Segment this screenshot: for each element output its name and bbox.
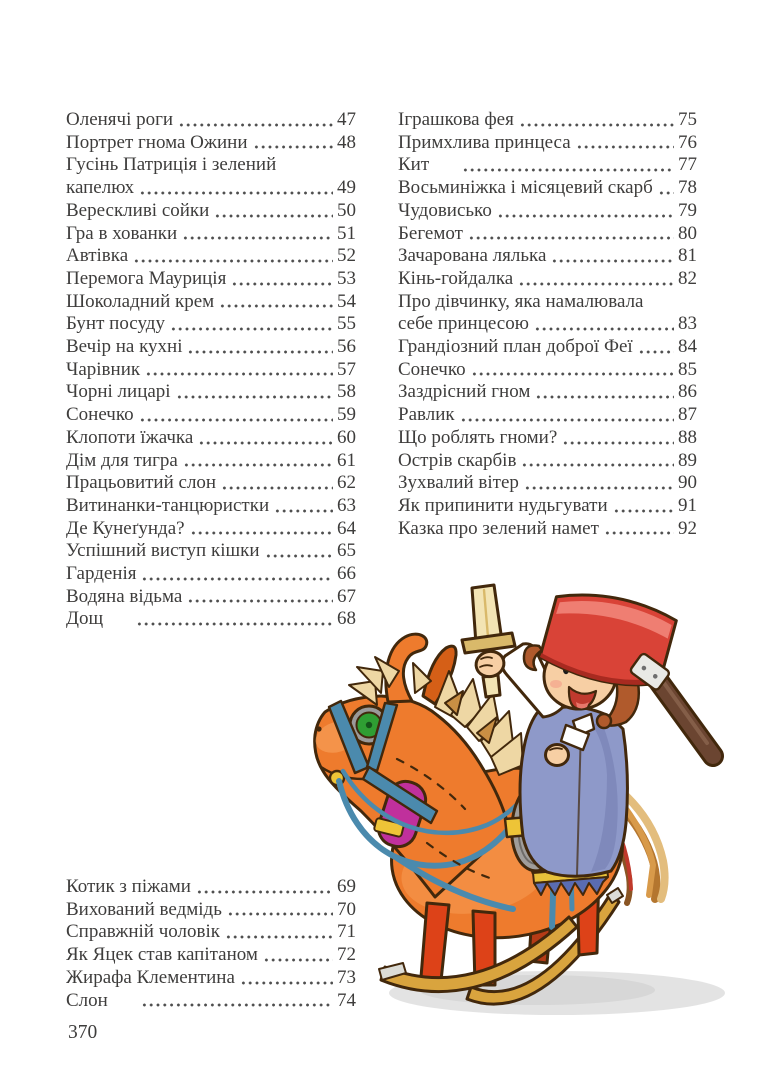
dot-leader xyxy=(551,258,674,264)
toc-entry-page: 71 xyxy=(337,921,356,943)
toc-entry-page: 56 xyxy=(337,336,356,358)
toc-entry-title: Заздрісний гном xyxy=(398,381,531,403)
toc-entry xyxy=(66,359,356,382)
toc-entry-title: Портрет гнома Ожини xyxy=(66,131,248,153)
toc-entry xyxy=(66,291,356,314)
dot-leader xyxy=(562,440,674,446)
toc-entry xyxy=(66,450,356,473)
toc-entry xyxy=(398,336,697,359)
wooden-sword-grip xyxy=(483,675,500,697)
toc-entry-title: Сонечко xyxy=(66,404,134,426)
toc-entry xyxy=(398,381,697,404)
toc-entry-page: 64 xyxy=(337,517,356,539)
dot-leader xyxy=(576,144,674,150)
toc-entry-page: 53 xyxy=(337,267,356,289)
toc-entry-page: 67 xyxy=(337,585,356,607)
dot-leader xyxy=(178,122,333,128)
toc-entry-title: Жирафа Клементина xyxy=(66,966,235,988)
toc-entry-title: Чорні лицарі xyxy=(66,381,171,403)
toc-entry-page: 85 xyxy=(678,358,697,380)
toc-entry-page: 70 xyxy=(337,898,356,920)
dot-leader xyxy=(198,440,333,446)
toc-entry xyxy=(66,200,356,223)
dot-leader xyxy=(145,371,333,377)
toc-column-left-top xyxy=(66,109,356,631)
toc-entry-page: 75 xyxy=(678,109,697,130)
toc-entry-page: 48 xyxy=(337,131,356,153)
toc-entry xyxy=(66,427,356,450)
toc-entry-page: 69 xyxy=(337,876,356,897)
toc-entry-page: 63 xyxy=(337,494,356,516)
toc-entry-page: 72 xyxy=(337,944,356,966)
dot-leader xyxy=(604,530,674,536)
dot-leader xyxy=(133,258,333,264)
toc-entry-page: 76 xyxy=(678,131,697,153)
dot-leader xyxy=(214,213,333,219)
toc-entry xyxy=(66,268,356,291)
toc-entry-title: капелюх xyxy=(66,177,135,199)
toc-entry xyxy=(398,313,697,336)
toc-entry xyxy=(398,268,697,291)
toc-entry-title: Дощ xyxy=(66,608,104,630)
dot-leader xyxy=(139,417,333,423)
toc-entry xyxy=(398,404,697,427)
wooden-sword-guard xyxy=(462,633,515,653)
horse-front-leg xyxy=(421,903,449,981)
toc-entry-page: 68 xyxy=(337,608,356,630)
toc-entry xyxy=(66,404,356,427)
toc-entry-title: Гарденія xyxy=(66,563,137,585)
toc-entry-title: Чудовисько xyxy=(398,199,492,221)
dot-leader xyxy=(182,235,333,241)
toc-entry xyxy=(66,336,356,359)
toc-entry-page: 74 xyxy=(337,989,356,1011)
toc-entry-page: 52 xyxy=(337,245,356,267)
boy-sword-fist xyxy=(473,648,507,680)
toc-entry-title: Чарівник xyxy=(66,358,141,380)
toc-entry-title: Успішний виступ кішки xyxy=(66,540,260,562)
toc-entry-title: Оленячі роги xyxy=(66,109,174,130)
dot-leader xyxy=(231,281,333,287)
toc-entry xyxy=(66,472,356,495)
toc-entry xyxy=(66,381,356,404)
toc-entry-page: 79 xyxy=(678,199,697,221)
toc-entry-title: Витинанки-танцюристки xyxy=(66,494,270,516)
toc-entry-title: Слон xyxy=(66,989,108,1011)
dot-leader xyxy=(190,530,333,536)
dot-leader xyxy=(219,303,333,309)
toc-entry-page: 84 xyxy=(678,336,697,358)
toc-entry xyxy=(66,518,356,541)
toc-entry-title: Водяна відьма xyxy=(66,585,183,607)
toc-entry-title: Кит xyxy=(398,154,430,176)
toc-entry-wrapped-line: Гусінь Патриція і зелений xyxy=(66,154,277,176)
toc-entry-title: Бунт посуду xyxy=(66,313,165,335)
toc-entry-title: Працьовитий слон xyxy=(66,472,217,494)
toc-entry-title: Зухвалий вітер xyxy=(398,472,519,494)
dot-leader xyxy=(139,190,333,196)
toc-entry-page: 87 xyxy=(678,404,697,426)
toc-entry-page: 82 xyxy=(678,267,697,289)
toc-entry-page: 78 xyxy=(678,177,697,199)
dot-leader xyxy=(170,326,333,332)
toc-entry xyxy=(66,495,356,518)
toc-entry xyxy=(398,450,697,473)
toc-entry-title: Гра в хованки xyxy=(66,222,178,244)
toc-entry-title: Де Кунеґунда? xyxy=(66,517,185,539)
toc-entry-title: Восьминіжка і місяцевий скарб xyxy=(398,177,653,199)
rocking-horse-illustration xyxy=(285,575,725,1045)
dot-leader xyxy=(519,122,674,128)
folio-page-number: 370 xyxy=(68,1022,98,1043)
dot-leader xyxy=(274,508,333,514)
toc-entry-title: Зачарована лялька xyxy=(398,245,547,267)
toc-entry-title: Як Яцек став капітаном xyxy=(66,944,258,966)
toc-entry-page: 62 xyxy=(337,472,356,494)
toc-entry-page: 92 xyxy=(678,517,697,539)
toc-entry-page: 91 xyxy=(678,494,697,516)
dot-leader xyxy=(176,394,333,400)
toc-entry-title: Автівка xyxy=(66,245,129,267)
dot-leader xyxy=(187,349,333,355)
toc-entry xyxy=(66,540,356,563)
toc-entry xyxy=(66,245,356,268)
toc-entry xyxy=(66,109,356,132)
toc-entry-title: Грандіозний план доброї Феї xyxy=(398,336,633,358)
toc-entry-page: 88 xyxy=(678,426,697,448)
toc-entry-title: Що роблять гноми? xyxy=(398,426,558,448)
dot-leader xyxy=(518,281,674,287)
toc-entry-page: 81 xyxy=(678,245,697,267)
toc-entry xyxy=(66,132,356,155)
toc-entry-title: Іграшкова фея xyxy=(398,109,514,130)
toc-entry-title: Як припинити нудьгувати xyxy=(398,494,608,516)
dot-leader xyxy=(183,462,333,468)
toc-entry-page: 90 xyxy=(678,472,697,494)
boy-hair-nape-curl xyxy=(597,714,611,728)
toc-entry-page: 57 xyxy=(337,358,356,380)
toc-entry-page: 60 xyxy=(337,426,356,448)
toc-entry-title: Перемога Мауриція xyxy=(66,267,227,289)
dot-leader xyxy=(638,349,674,355)
toc-entry-title: Примхлива принцеса xyxy=(398,131,571,153)
dot-leader xyxy=(497,213,674,219)
toc-entry-page: 55 xyxy=(337,313,356,335)
toc-entry-page: 80 xyxy=(678,222,697,244)
toc-entry-title: Дім для тигра xyxy=(66,449,178,471)
toc-entry xyxy=(398,359,697,382)
dot-leader xyxy=(471,371,674,377)
dot-leader xyxy=(534,326,674,332)
toc-entry-page: 73 xyxy=(337,966,356,988)
dot-leader xyxy=(521,462,674,468)
toc-entry-page: 47 xyxy=(337,109,356,130)
toc-entry-title: Вихований ведмідь xyxy=(66,898,222,920)
toc-entry xyxy=(66,177,356,200)
toc-entry xyxy=(398,200,697,223)
toc-entry xyxy=(66,313,356,336)
toc-entry-wrapped-line: Про дівчинку, яка намалювала xyxy=(398,290,644,312)
toc-entry-page: 51 xyxy=(337,222,356,244)
toc-entry-page: 58 xyxy=(337,381,356,403)
dot-leader xyxy=(221,485,333,491)
toc-entry-page: 50 xyxy=(337,199,356,221)
toc-entry xyxy=(66,223,356,246)
toc-entry xyxy=(398,109,697,132)
toc-entry xyxy=(398,472,697,495)
toc-entry-page: 86 xyxy=(678,381,697,403)
toc-entry xyxy=(398,245,697,268)
toc-entry-title: Бегемот xyxy=(398,222,463,244)
toc-entry-title: Котик з піжами xyxy=(66,876,191,897)
toc-entry-title: Казка про зелений намет xyxy=(398,517,599,539)
dot-leader xyxy=(613,508,674,514)
dot-leader xyxy=(468,235,674,241)
toc-entry-title: Верескливі сойки xyxy=(66,199,210,221)
dot-leader xyxy=(535,394,674,400)
toc-entry-page: 66 xyxy=(337,563,356,585)
toc-entry-title: Справжній чоловік xyxy=(66,921,220,943)
dot-leader xyxy=(253,144,333,150)
toc-entry-page: 59 xyxy=(337,404,356,426)
toc-entry xyxy=(398,132,697,155)
toc-entry-page: 49 xyxy=(337,177,356,199)
toc-entry-page: 65 xyxy=(337,540,356,562)
toc-entry-title: Равлик xyxy=(398,404,455,426)
toc-entry-title: себе принцесою xyxy=(398,313,529,335)
toc-entry-page: 61 xyxy=(337,449,356,471)
dot-leader xyxy=(524,485,674,491)
toc-entry-title: Острів скарбів xyxy=(398,449,517,471)
toc-entry-page: 83 xyxy=(678,313,697,335)
toc-entry xyxy=(398,495,697,518)
toc-entry-title: Клопоти їжачка xyxy=(66,426,194,448)
dot-leader xyxy=(460,417,674,423)
toc-entry-title: Шоколадний крем xyxy=(66,290,215,312)
toc-entry-page: 89 xyxy=(678,449,697,471)
dot-leader xyxy=(265,553,333,559)
dot-leader xyxy=(658,190,674,196)
toc-entry-page: 54 xyxy=(337,290,356,312)
toc-entry xyxy=(398,154,697,177)
toc-entry-title: Вечір на кухні xyxy=(66,336,183,358)
toc-entry-title: Кінь-гойдалка xyxy=(398,267,514,289)
toc-entry xyxy=(398,223,697,246)
dot-leader xyxy=(462,167,674,173)
toc-entry xyxy=(398,518,697,541)
toc-entry-title: Сонечко xyxy=(398,358,466,380)
toc-entry xyxy=(398,177,697,200)
toc-entry xyxy=(398,427,697,450)
toc-column-right xyxy=(398,109,697,540)
toc-entry-page: 77 xyxy=(678,154,697,176)
